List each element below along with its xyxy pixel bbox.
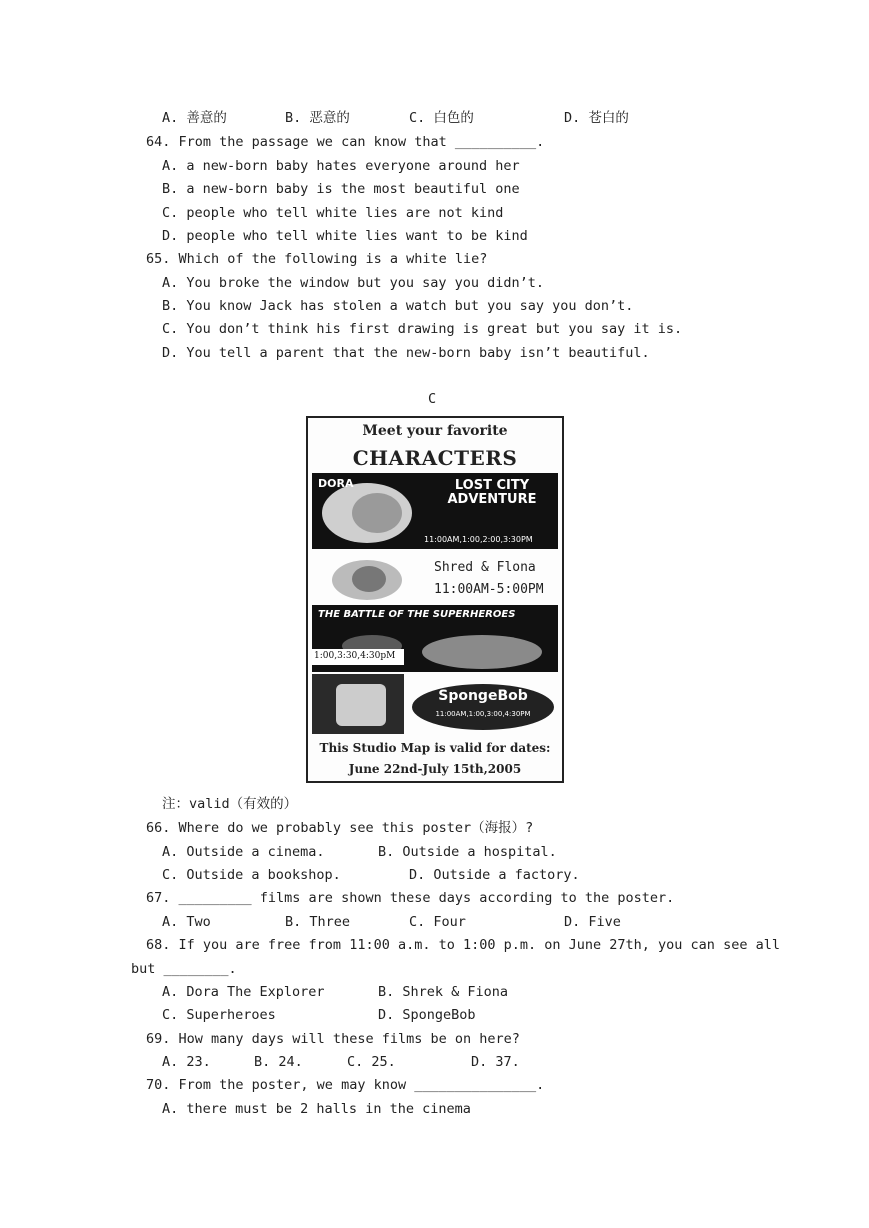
question-stem: 67. _________ films are shown these days according to the poster. xyxy=(146,890,675,906)
option: A. Dora The Explorer xyxy=(162,984,325,1000)
option: C. You don’t think his first drawing is great but you say it is. xyxy=(162,321,683,337)
q63-option-a: A. 善意的 xyxy=(162,110,227,126)
poster-spongebob-title: SpongeBob xyxy=(438,688,528,704)
option: A. You broke the window but you say you didn’t. xyxy=(162,275,545,291)
poster-heading-large: CHARACTERS xyxy=(352,446,518,470)
section-label: C xyxy=(428,391,437,407)
poster-panel1-times: 11:00AM,1:00,2:00,3:30PM xyxy=(424,535,533,544)
question-stem: 66. Where do we probably see this poster（海报）? xyxy=(146,820,534,836)
q63-option-b: B. 恶意的 xyxy=(285,110,350,126)
poster-heading-small: Meet your favorite xyxy=(362,423,508,439)
option: C. Outside a bookshop. xyxy=(162,867,341,883)
q63-option-c: C. 白色的 xyxy=(409,110,474,126)
poster-panel-superheroes xyxy=(312,605,558,672)
option: B. Outside a hospital. xyxy=(378,844,557,860)
poster-panel-dora-lost-city xyxy=(312,473,558,549)
poster-panel-shrek xyxy=(312,554,558,604)
option: D. 37. xyxy=(471,1054,520,1070)
poster-shrek-title: Shred & Flona xyxy=(434,560,536,575)
poster-date-range: June 22nd-July 15th,2005 xyxy=(348,762,522,776)
question-stem: 64. From the passage we can know that __________. xyxy=(146,134,545,150)
poster-validity-text: This Studio Map is valid for dates: xyxy=(319,741,551,755)
option: C. Four xyxy=(409,914,466,930)
poster-spongebob-times: 11:00AM,1:00,3:00,4:30PM xyxy=(435,710,531,718)
option: C. people who tell white lies are not kind xyxy=(162,205,504,221)
option: D. Outside a factory. xyxy=(409,867,580,883)
question-stem: 70. From the poster, we may know _______________. xyxy=(146,1077,545,1093)
option: D. You tell a parent that the new-born baby isn’t beautiful. xyxy=(162,345,650,361)
option: B. 24. xyxy=(254,1054,303,1070)
option: B. You know Jack has stolen a watch but you say you don’t. xyxy=(162,298,634,314)
movie-poster xyxy=(306,416,564,783)
poster-superheroes-title: THE BATTLE OF THE SUPERHEROES xyxy=(318,609,516,620)
option: A. there must be 2 halls in the cinema xyxy=(162,1101,471,1117)
poster-dora-label: DORA xyxy=(318,477,354,490)
option: B. Three xyxy=(285,914,351,930)
option: D. SpongeBob xyxy=(378,1007,476,1023)
option: A. Outside a cinema. xyxy=(162,844,325,860)
poster-lost-city-label: LOST CITY ADVENTURE xyxy=(447,478,537,507)
option: B. Shrek & Fiona xyxy=(378,984,509,1000)
option: B. a new-born baby is the most beautiful one xyxy=(162,181,520,197)
question-stem: 69. How many days will these films be on here? xyxy=(146,1031,520,1047)
question-stem: 65. Which of the following is a white lie? xyxy=(146,251,488,267)
question-stem: 68. If you are free from 11:00 a.m. to 1:00 p.m. on June 27th, you can see all xyxy=(146,937,780,953)
question-stem-continued: but ________. xyxy=(131,961,237,977)
poster-superheroes-times: 1:00,3:30,4:30pM xyxy=(314,651,396,661)
option: C. 25. xyxy=(347,1054,396,1070)
vocab-note: 注：valid（有效的） xyxy=(162,796,298,812)
option: A. Two xyxy=(162,914,211,930)
option: C. Superheroes xyxy=(162,1007,276,1023)
option: A. 23. xyxy=(162,1054,211,1070)
option: A. a new-born baby hates everyone around her xyxy=(162,158,520,174)
option: D. people who tell white lies want to be kind xyxy=(162,228,528,244)
q63-option-d: D. 苍白的 xyxy=(564,110,629,126)
poster-shrek-times: 11:00AM-5:00PM xyxy=(434,582,544,597)
poster-panel-spongebob xyxy=(312,674,558,736)
option: D. Five xyxy=(564,914,621,930)
